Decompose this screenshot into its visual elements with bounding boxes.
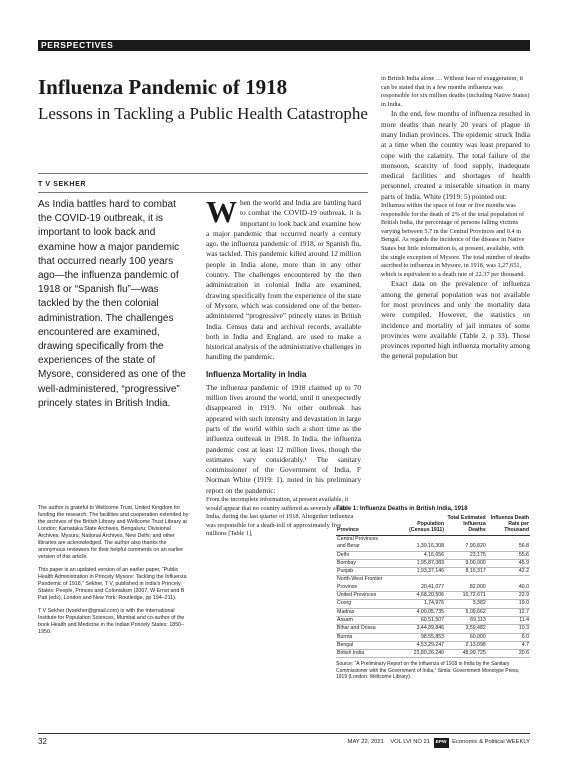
journal-name: Economic & Political WEEKLY xyxy=(452,739,530,745)
table-header-row xyxy=(336,515,530,536)
cell-population: 1,74,976 xyxy=(404,600,445,608)
cell-population: 4,00,05,735 xyxy=(404,608,445,616)
table-row xyxy=(336,650,530,658)
version-note: This paper is an updated version of an earlier paper, “Public Health Administration in Princely Mysore: Tackling the Influenza Pandemic of 1918,” Sekher, T V, published in India’s Princely States: People, Princes and Colonialism (2007, W Ernst and B Pati (eds), London and New York: Routledge, pp 194–211). xyxy=(38,567,187,601)
table-row xyxy=(336,584,530,592)
cell-population: 1,39,16,308 xyxy=(404,543,445,551)
abstract: As India battles hard to combat the COVID-19 outbreak, it is important to look back and examine how a major pandemic that occurred nearly 100 years ago—the influenza pandemic of 1918 or “Spanish flu”—was tackled by the then colonial administration. The challenges encountered are examined, drawing specifically from the experiences of the state of Mysore, considered as one of the well-administered, “progressive” princely states in British India. xyxy=(38,199,186,409)
table-body xyxy=(336,536,530,658)
cell-deaths: 48,99,725 xyxy=(445,650,487,658)
cell-population: 98,55,853 xyxy=(404,633,445,641)
mortality-paragraph: The influenza pandemic of 1918 claimed up to 70 million lives around the world, until it unexpectedly disappeared in 1919. No other outbreak has appeared with such intensity and devastation in large parts of the world within such a short time as the influenza outbreak in 1918. In India, the influenza pandemic cost at least 12 million lives, though the estimates vary considerably.¹ The sanitary commissioner of the Government of India, F Norman White (1919: 1), noted in his preliminary report on the pandemic: xyxy=(206,382,361,495)
cell-province: Bombay xyxy=(336,559,404,567)
table-row xyxy=(336,633,530,641)
table-row xyxy=(336,551,530,559)
table-row xyxy=(336,559,530,567)
body-column-right xyxy=(381,75,530,362)
cell-rate: 55.6 xyxy=(487,551,530,559)
cell-deaths: 10,72,671 xyxy=(445,592,487,600)
influenza-table xyxy=(336,505,530,681)
cell-province: Burma xyxy=(336,633,404,641)
cell-deaths xyxy=(445,536,487,544)
table-row xyxy=(336,616,530,624)
table-row xyxy=(336,543,530,551)
cell-province: Coorg xyxy=(336,600,404,608)
cell-rate: 22.9 xyxy=(487,592,530,600)
issue-date: MAY 22, 2021 xyxy=(347,739,384,745)
cell-deaths xyxy=(445,576,487,584)
cell-population xyxy=(404,536,445,544)
cell-deaths: 7,90,820 xyxy=(445,543,487,551)
cell-deaths: 23,175 xyxy=(445,551,487,559)
cell-rate: 45.9 xyxy=(487,559,530,567)
cell-population: 4,53,29,247 xyxy=(404,641,445,649)
epw-logo: EPW xyxy=(434,738,449,748)
table-row xyxy=(336,625,530,633)
cell-population: 4,68,20,506 xyxy=(404,592,445,600)
cell-deaths: 2,13,098 xyxy=(445,641,487,649)
title-rule xyxy=(38,173,368,174)
cell-province: Bengal xyxy=(336,641,404,649)
author-bio: T V Sekher (tvsekher@gmail.com) is with the International Institute for Population Sciences, Mumbai and co-author of the book Health and Medicine in the Indian Princely States: 1850–1950. xyxy=(38,608,185,635)
cell-province: Bihar and Orissa xyxy=(336,625,404,633)
famine-paragraph: In the end, few months of influenza resulted in more deaths than nearly 20 years of plague in many Indian provinces. The epidemic struck India at a time when the country was least prepared to cope with the calamity. The total failure of the monsoon, scarcity of food supply, inadequate medical facilities and shortages of health personnel, created a miserable situation in many parts of India. White (1919: 5) pointed out: xyxy=(381,109,530,201)
cell-province: and Berar xyxy=(336,543,404,551)
cell-population: 60,51,507 xyxy=(404,616,445,624)
cell-population: 20,41,077 xyxy=(404,584,445,592)
author-notes xyxy=(38,505,190,642)
body-column-middle xyxy=(206,194,361,539)
cell-province: Punjab xyxy=(336,568,404,576)
cell-deaths: 3,59,482 xyxy=(445,625,487,633)
cell-population: 4,16,656 xyxy=(404,551,445,559)
issue-volume: VOL LVI NO 21 xyxy=(390,739,430,745)
page-number: 32 xyxy=(38,737,47,746)
cell-province: Madras xyxy=(336,608,404,616)
cell-province: Province xyxy=(336,584,404,592)
cell-population: 23,80,26,240 xyxy=(404,650,445,658)
section-heading: Influenza Mortality in India xyxy=(206,369,307,379)
cell-population: 1,93,37,146 xyxy=(404,568,445,576)
table-source: Source: “A Preliminary Report on the Influenza of 1918 in India by the Sanitary Commissioner with the Government of India,” Simla: Government Monotype Press, 1919 (London: Wellcome Library). xyxy=(336,661,520,681)
cell-province: North-West Frontier xyxy=(337,576,383,583)
acknowledgement-note: The author is grateful to Wellcome Trust, United Kingdom for funding the research. The facilities and cooperation extended by the archives of the British Library and Wellcome Trust Library at London; Karnataka State Archives, Bengaluru; Divisional Archives, Mysuru; National Archives, New Delhi; and other libraries are acknowledged. The author also thanks the anonymous reviewers for their helpful comments on an earlier version of this article. xyxy=(38,505,189,560)
table-row xyxy=(336,536,530,544)
cell-rate: 10.3 xyxy=(487,625,530,633)
intro-paragraph: hen the world and India are battling hard to combat the COVID-19 outbreak, it is important to look back and examine how a major pandemic that occurred nearly a century ago, the influenza pandemic of 1918, or Spanish flu, was tackled. This pandemic killed around 12 million people in India alone, more than in any other country. The challenges encountered by the then administration in colonial India are examined, drawing specifically from the experience of the state of Mysore, which was considered one of the better-administered “progressive” princely states in British India. Census data and archival records, available both in India and England, are used to make a historical analysis of the administrative challenges in handling the pandemic. xyxy=(206,198,361,362)
white-quote-continued: in British India alone … Without fear of exaggeration, it can be stated that in a few months influenza was responsible for six million deaths (including Native States) in India. xyxy=(381,75,530,108)
cell-deaths: 5,09,662 xyxy=(445,608,487,616)
cell-deaths: 60,000 xyxy=(445,633,487,641)
table-row xyxy=(336,641,530,649)
cell-rate xyxy=(487,536,530,544)
author-rule xyxy=(38,192,368,193)
cell-population: 3,44,89,846 xyxy=(404,625,445,633)
author-name: T V SEKHER xyxy=(38,181,87,188)
cell-rate: 6.0 xyxy=(487,633,530,641)
table-title: Table 1: Influenza Deaths in British India, 1918 xyxy=(336,506,468,512)
cell-rate: 11.4 xyxy=(487,616,530,624)
cell-rate: 12.7 xyxy=(487,608,530,616)
table-row xyxy=(336,592,530,600)
cell-province: United Provinces xyxy=(336,592,404,600)
col-header-rate: Influenza Death Rate per Thousand xyxy=(487,515,530,536)
table-row xyxy=(336,568,530,576)
cell-deaths: 8,16,317 xyxy=(445,568,487,576)
white-quote: From the incomplete information, at present available, it would appear that no country suffered as severely as did India, during the last quarter of 1918. Altogether influenza was responsible for a death-toll of approximately five millions [Table 1], xyxy=(206,496,354,538)
cell-province: Assam xyxy=(336,616,404,624)
cell-deaths: 82,000 xyxy=(445,584,487,592)
table-row xyxy=(336,600,530,608)
deaths-table xyxy=(336,515,530,658)
article-title: Influenza Pandemic of 1918 xyxy=(38,75,288,99)
jail-data-paragraph: Exact data on the prevalence of influenza among the general population was not available for most provinces and only the mortality data were compiled. However, the statistics on incidence and mortality of jail inmates of some provinces were available (Table 2, p 33). Those provinces reported high influenza mortality among the general population but xyxy=(381,279,530,361)
cell-rate: 20.6 xyxy=(487,650,530,658)
col-header-population: Population (Census 1911) xyxy=(404,515,445,536)
cell-rate: 56.8 xyxy=(487,543,530,551)
col-header-deaths: Total Estimated Influenza Deaths xyxy=(445,515,487,536)
cell-deaths: 9,00,000 xyxy=(445,559,487,567)
article-subtitle: Lessons in Tackling a Public Health Catastrophe xyxy=(38,104,368,123)
drop-cap: W xyxy=(206,194,237,229)
cell-population: 1,95,87,383 xyxy=(404,559,445,567)
table-row xyxy=(336,576,530,584)
cell-rate: 19.0 xyxy=(487,600,530,608)
footer-rule xyxy=(38,733,530,734)
table-row xyxy=(336,608,530,616)
cell-rate: 4.7 xyxy=(487,641,530,649)
cell-province: Delhi xyxy=(336,551,404,559)
cell-rate xyxy=(487,576,530,584)
cell-province: British India xyxy=(336,650,404,658)
col-header-province: Province xyxy=(336,515,404,536)
mysore-quote: Influenza within the space of four or five months was responsible for the death of 2% of the total population of British India, the percentage of persons falling victims varying between 5.7 in the Central Provinces and 0.4 in Bengal. As regards the incidence of the disease in Native States but little information is, at present, available, with the single exception of Mysore. The total number of deaths ascribed to influenza in Mysore, in 1918, was 1,27,651, which is equivalent to a death rate of 22.37 per thousand. xyxy=(381,202,530,278)
footer-masthead xyxy=(336,737,530,748)
cell-province: Central Provinces xyxy=(337,536,378,542)
cell-rate: 42.2 xyxy=(487,568,530,576)
cell-rate: 40.0 xyxy=(487,584,530,592)
cell-population xyxy=(404,576,445,584)
cell-deaths: 3,382 xyxy=(445,600,487,608)
section-label: PERSPECTIVES xyxy=(41,40,114,50)
cell-deaths: 69,113 xyxy=(445,616,487,624)
